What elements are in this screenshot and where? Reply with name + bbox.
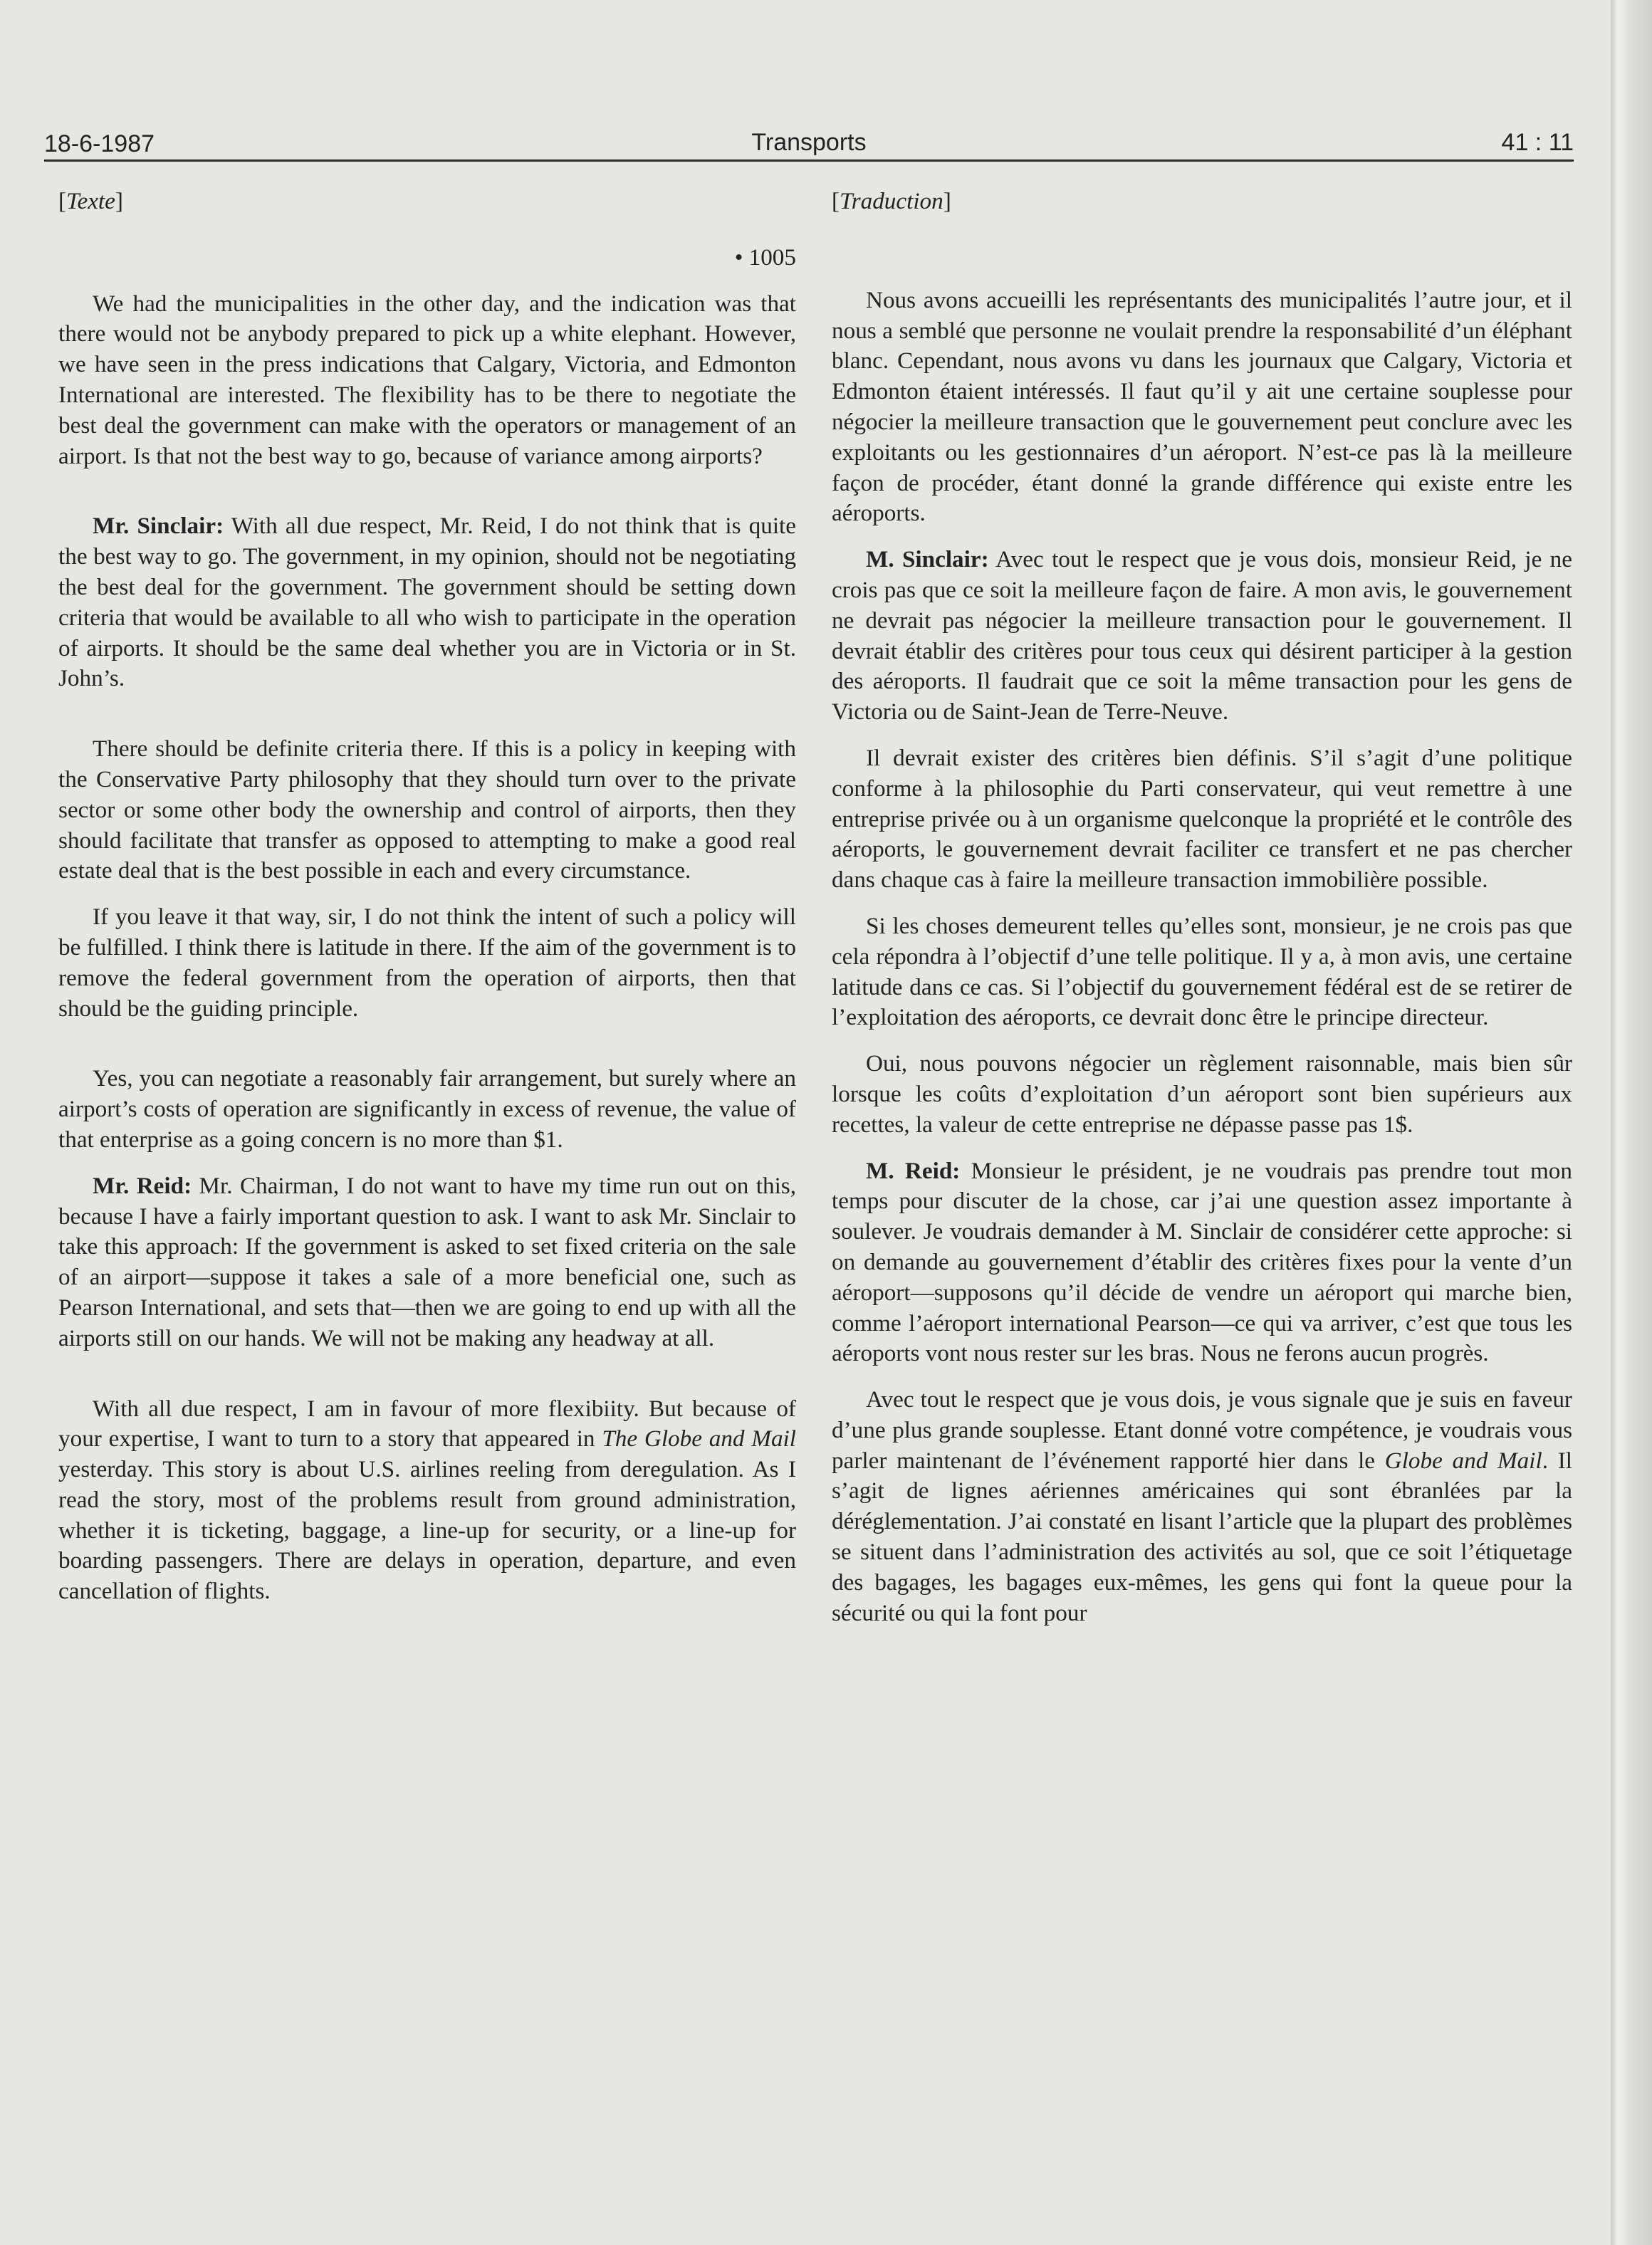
speaker-name: M. Sinclair: bbox=[866, 546, 989, 573]
speaker-name: Mr. Reid: bbox=[93, 1172, 192, 1199]
paragraph: M. Sinclair: Avec tout le respect que je vous dois, monsieur Reid, je ne crois pas que ce soit la meilleure façon de faire. A mon avis, le gouvernement ne devrait pas négocier la meilleure transaction pour le gouvernement. Il devrait établir des critères pour tous ceux qui désirent participer à la gestion des aéroports. Il faudrait que ce soit la même transaction pour les gens de Victoria ou de Saint-Jean de Terre-Neuve. bbox=[832, 546, 1572, 726]
paragraph: If you leave it that way, sir, I do not think the intent of such a policy will be fulfilled. I think there is latitude in there. If the aim of the government is to remove the federal government from the operation of airports, then that should be the guiding principle. bbox=[58, 904, 796, 1022]
paragraph: Avec tout le respect que je vous dois, je vous signale que je suis en faveur d’une plus grande souplesse. Etant donné votre compétence, je voudrais vous parler maintenant de l’événement rapporté hier dans le Globe and Mail. Il s’agit de lignes aériennes américaines qui sont ébranlées par la déréglementation. J’ai constaté en lisant l’article que la plupart des problèmes se situent dans l’administration des activités au sol, que ce soit l’étiquetage des bagages, les bagages eux-mêmes, les gens qui font la queue pour la sécurité ou qui la font pour bbox=[832, 1386, 1572, 1626]
paragraph: With all due respect, I am in favour of more flexibiity. But because of your expertise, I want to turn to a story that appeared in The Globe and Mail yesterday. This story is about U.S. airlines reeling from deregulation. As I read the story, most of the problems result from ground administration, whether it is ticketing, baggage, a line-up for security, or a line-up for boarding passengers. There are delays in operation, departure, and even cancellation of flights. bbox=[58, 1395, 796, 1605]
french-column bbox=[832, 187, 1572, 1628]
page-edge-shadow bbox=[1611, 0, 1652, 2245]
paragraph: Oui, nous pouvons négocier un règlement raisonnable, mais bien sûr lorsque les coûts d’exploitation d’un aéroport sont bien supérieurs aux recettes, la valeur de cette entreprise ne dépasse passe pas 1$. bbox=[832, 1050, 1572, 1138]
header-rule bbox=[44, 159, 1574, 162]
section-label-texte: [Texte] bbox=[58, 188, 123, 214]
paragraph: Nous avons accueilli les représentants des municipalités l’autre jour, et il nous a semblé que personne ne voulait prendre la responsabilité d’un éléphant blanc. Cependant, nous avons vu dans les journaux que Calgary, Victoria et Edmonton étaient intéressés. Il faut qu’il y ait une certaine souplesse pour négocier la meilleure transaction que le gouvernement peut conclure avec les exploitants ou les gestionnaires d’un aéroport. N’est-ce pas là la meilleure façon de procéder, étant donné la grande différence qui existe entre les aéroports. bbox=[832, 286, 1572, 527]
paragraph: Il devrait exister des critères bien définis. S’il s’agit d’une politique conforme à la philosophie du Parti conservateur, qui veut remettre à une entreprise privée ou à un organisme quelconque la propriété et le contrôle des aéroports, le gouvernement devrait faciliter ce transfert et ne pas chercher dans chaque cas à faire la meilleure transaction immobilière possible. bbox=[832, 744, 1572, 894]
paragraph: Si les choses demeurent telles qu’elles sont, monsieur, je ne crois pas que cela répondra à l’objectif d’une telle politique. Il y a, à mon avis, une certaine latitude dans ce cas. Si l’objectif du gouvernement fédéral est de se retirer de l’exploitation des aéroports, ce devrait donc être le principe directeur. bbox=[832, 912, 1572, 1031]
paragraph: We had the municipalities in the other day, and the indication was that there would not be anybody prepared to pick up a white elephant. However, we have seen in the press indications that Calgary, Victoria, and Edmonton International are interested. The flexibility has to be there to negotiate the best deal the government can make with the operators or management of an airport. Is that not the best way to go, because of variance among airports? bbox=[58, 290, 796, 469]
speaker-name: Mr. Sinclair: bbox=[93, 513, 224, 540]
time-marker: • 1005 bbox=[734, 244, 796, 271]
publication-title: Globe and Mail bbox=[1384, 1447, 1542, 1474]
paragraph: Yes, you can negotiate a reasonably fair arrangement, but surely where an airport’s costs of operation are significantly in excess of revenue, the value of that enterprise as a going concern is no more than $1. bbox=[58, 1065, 796, 1153]
page-header bbox=[44, 122, 1574, 162]
section-label-traduction: [Traduction] bbox=[832, 188, 951, 214]
paragraph: Mr. Reid: Mr. Chairman, I do not want to have my time run out on this, because I have a fairly important question to ask. I want to ask Mr. Sinclair to take this approach: If the government is asked to set fixed criteria on the sale of an airport—suppose it takes a sale of a more beneficial one, such as Pearson International, and sets that—then we are going to end up with all the airports still on our hands. We will not be making any headway at all. bbox=[58, 1172, 797, 1351]
speaker-name: M. Reid: bbox=[866, 1157, 961, 1184]
english-column bbox=[58, 187, 796, 1607]
paragraph: Mr. Sinclair: With all due respect, Mr. Reid, I do not think that is quite the best way to go. The government, in my opinion, should not be negotiating the best deal for the government. The government should be setting down criteria that would be available to all who wish to participate in the operation of airports. It should be the same deal whether you are in Victoria or in St. John’s. bbox=[58, 513, 796, 692]
paragraph: M. Reid: Monsieur le président, je ne voudrais pas prendre tout mon temps pour discuter de la chose, car j’ai une question assez importante à soulever. Je voudrais demander à M. Sinclair de considérer cette approche: si on demande au gouvernement d’établir des critères fixes pour la vente d’un aéroport—supposons qu’il décide de vendre un aéroport qui marche bien, comme l’aéroport international Pearson—ce qui va arriver, c’est que tous les aéroports vont nous rester sur les bras. Nous ne ferons aucun progrès. bbox=[832, 1157, 1572, 1367]
header-title: Transports bbox=[751, 129, 867, 156]
header-date: 18-6-1987 bbox=[44, 130, 155, 157]
header-page-number: 41 : 11 bbox=[1501, 129, 1574, 156]
publication-title: The Globe and Mail bbox=[602, 1425, 796, 1453]
paragraph: There should be definite criteria there. If this is a policy in keeping with the Conservative Party philosophy that they should turn over to the private sector or some other body the ownership and control of airports, then they should facilitate that transfer as opposed to attempting to make a good real estate deal that is the best possible in each and every circumstance. bbox=[58, 736, 796, 884]
